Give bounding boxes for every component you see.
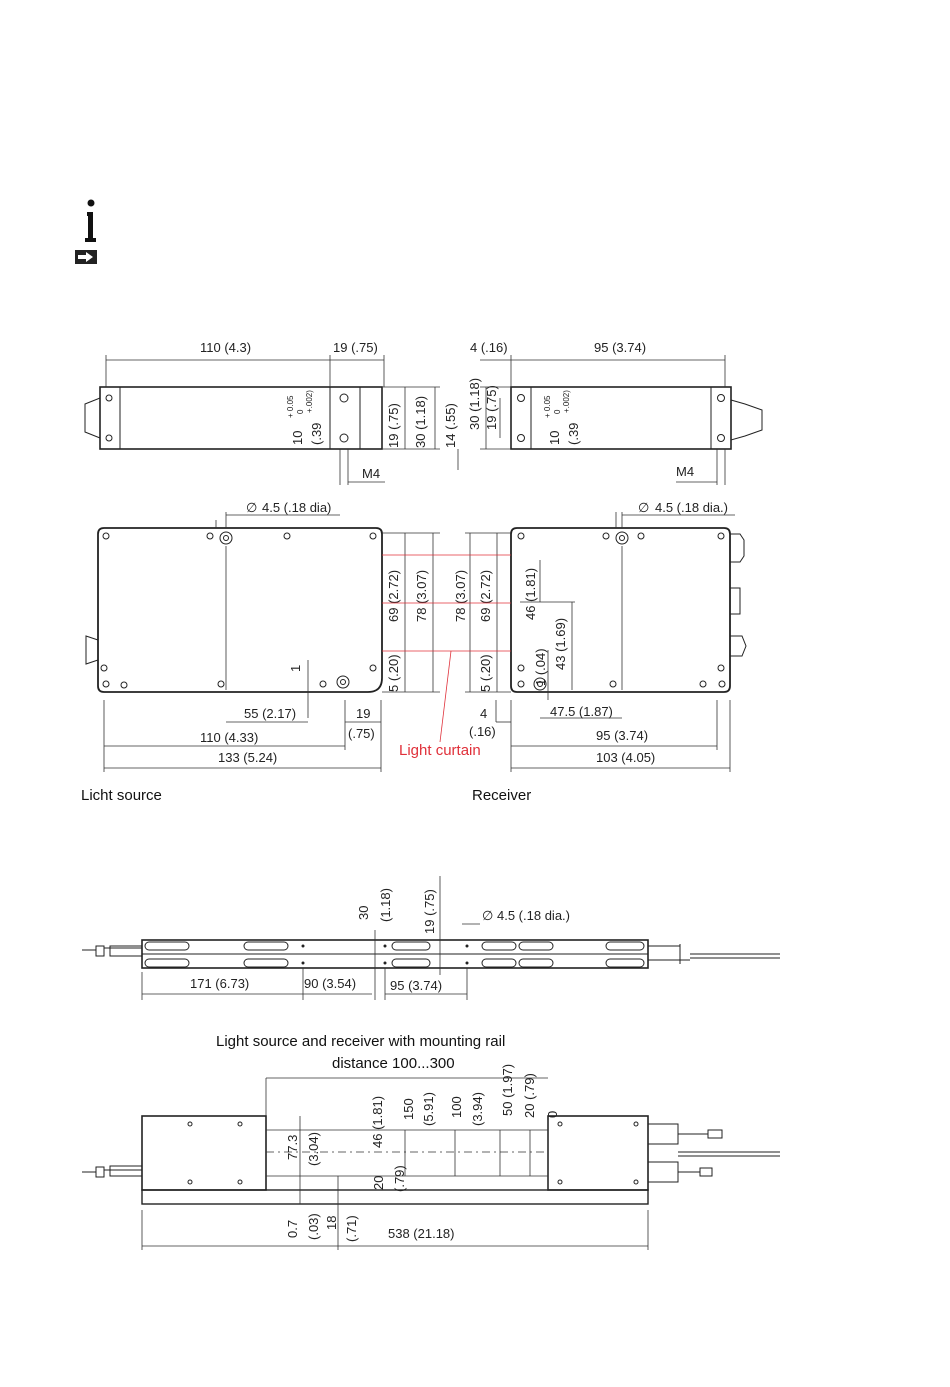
- assembly-title-1: Light source and receiver with mounting rail: [216, 1033, 506, 1050]
- dim-110-left: 110 (4.3): [200, 340, 252, 355]
- dim-14-left: 14 (.55): [443, 403, 458, 448]
- asm-dim-03: (.03): [306, 1213, 321, 1240]
- asm-dim-591: (5.91): [421, 1092, 436, 1126]
- dim-10-left: 10: [290, 430, 305, 445]
- dim-78-left: 78 (3.07): [414, 569, 429, 622]
- asm-dim-20: 20 (.79): [522, 1073, 537, 1118]
- dim-5-left: 5 (.20): [386, 654, 401, 692]
- asm-dim-304: (3.04): [306, 1132, 321, 1166]
- dim-4-front-right: 4: [480, 706, 488, 721]
- thread-m4-left: M4: [362, 466, 381, 481]
- asm-dim-150: 150: [401, 1098, 416, 1120]
- asm-dim-71: (.71): [344, 1215, 359, 1242]
- dim-10-right: 10: [547, 430, 562, 445]
- rail-hole: 4.5 (.18 dia.): [497, 908, 570, 923]
- dim-19-front-left: 19: [356, 706, 371, 721]
- asm-dim-0: 0: [545, 1110, 560, 1118]
- asm-dim-394: (3.94): [470, 1092, 485, 1126]
- tol-zero-right: 0: [553, 409, 562, 414]
- side-view-right: [480, 355, 762, 485]
- dim-78-right: 78 (3.07): [453, 569, 468, 622]
- hole-left: 4.5 (.18 dia): [262, 500, 332, 515]
- rail-dim-19: 19 (.75): [422, 889, 437, 934]
- asm-dim-50: 50 (1.97): [500, 1063, 515, 1116]
- dim-103-right: 103 (4.05): [596, 750, 656, 765]
- dim-30-left: 30 (1.18): [413, 395, 428, 448]
- rail-dim-118: (1.18): [378, 888, 393, 922]
- dim-1-right: 1 (.04): [533, 648, 548, 686]
- tol-002-left: +.002): [305, 390, 314, 413]
- rail-dim-95: 95 (3.74): [390, 978, 443, 993]
- asm-dim-79: (.79): [392, 1165, 407, 1192]
- dim-133-left: 133 (5.24): [218, 750, 278, 765]
- asm-dim-07: 0.7: [285, 1219, 300, 1238]
- dim-4-right: 4 (.16): [470, 340, 508, 355]
- dim-5-right: 5 (.20): [478, 654, 493, 692]
- dim-4b-front-right: (.16): [469, 724, 496, 739]
- dim-39-right: (.39: [566, 422, 581, 445]
- dim-55-left: 55 (2.17): [244, 706, 297, 721]
- rail-dim-90: 90 (3.54): [304, 976, 357, 991]
- asm-dim-46: 46 (1.81): [370, 1095, 385, 1148]
- dim-39-left: (.39: [309, 422, 324, 445]
- dim-47-right: 47.5 (1.87): [550, 704, 613, 719]
- tol-plus-left: + 0.05: [286, 395, 295, 418]
- dim-69-right: 69 (2.72): [478, 569, 493, 622]
- thread-m4-right: M4: [676, 464, 695, 479]
- asm-dim-20b: 20: [371, 1175, 386, 1190]
- caption-light-source: Licht source: [81, 787, 162, 804]
- side-view-left: [85, 355, 458, 485]
- light-curtain-label: Light curtain: [399, 742, 481, 759]
- hole-right: 4.5 (.18 dia.): [655, 500, 728, 515]
- dim-19b-front-left: (.75): [348, 726, 375, 741]
- dim-110-front-left: 110 (4.33): [200, 730, 259, 745]
- dim-1-left: 1: [288, 664, 303, 672]
- rail-dim-30: 30: [356, 905, 371, 920]
- phi-left: ∅: [246, 500, 258, 515]
- dim-95-front-right: 95 (3.74): [596, 728, 649, 743]
- front-view-left: [86, 512, 440, 772]
- dim-43-right: 43 (1.69): [553, 617, 568, 670]
- caption-receiver: Receiver: [472, 787, 532, 804]
- dim-19v-left: 19 (.75): [386, 403, 401, 448]
- dim-69-left: 69 (2.72): [386, 569, 401, 622]
- phi-right: ∅: [638, 500, 650, 515]
- asm-dim-100: 100: [449, 1096, 464, 1118]
- assembly-title-2: distance 100...300: [332, 1055, 455, 1072]
- rail-dim-171: 171 (6.73): [190, 976, 250, 991]
- asm-dim-538: 538 (21.18): [388, 1226, 455, 1241]
- tol-zero-left: 0: [296, 409, 305, 414]
- tol-002-right: +.002): [562, 390, 571, 413]
- dim-19-left: 19 (.75): [333, 340, 378, 355]
- tol-plus-right: + 0.05: [543, 395, 552, 418]
- dim-19-right: 19 (.75): [484, 385, 499, 430]
- dim-95-right: 95 (3.74): [594, 340, 647, 355]
- dim-46-right: 46 (1.81): [523, 567, 538, 620]
- dim-30-right: 30 (1.18): [467, 377, 482, 430]
- rail-phi: ∅: [482, 908, 494, 923]
- asm-dim-18: 18: [324, 1215, 339, 1230]
- asm-dim-77: 77.3: [285, 1134, 300, 1160]
